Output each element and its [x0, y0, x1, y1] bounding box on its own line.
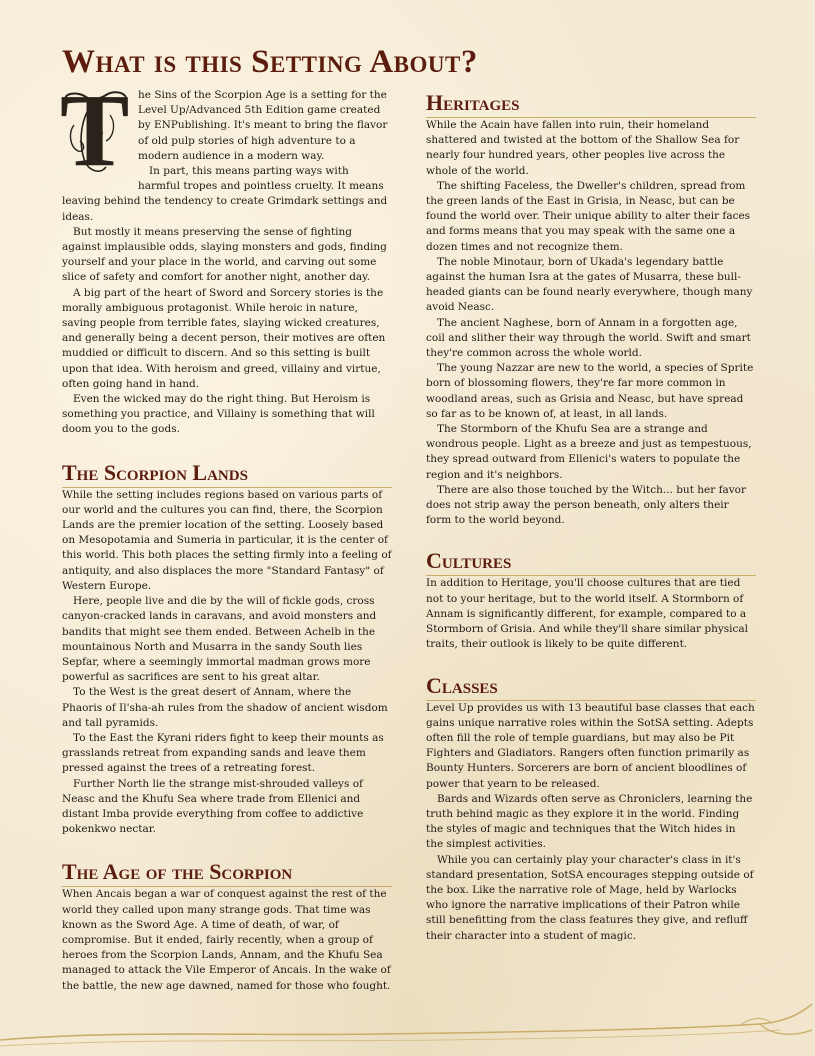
body-paragraph: The shifting Faceless, the Dweller's children, spread from the green lands of the East in Grisia, in Neasc, but can be found the world over. Their unique ability to alter their faces and forms means that you may speak with the same one a dozen times and not recognize them. [426, 179, 751, 253]
section-heading-cultures: Cultures [426, 548, 756, 576]
intro-paragraph: In part, this means parting ways with harmful tropes and pointless cruelty. It means leaving behind the tendency to create Grimdark settings and ideas. [62, 165, 388, 223]
body-paragraph: The Stormborn of the Khufu Sea are a strange and wondrous people. Light as a breeze and just as tempestuous, they spread outward from Ellenici's waters to populate the region and it's neighbors. [426, 423, 752, 481]
intro-paragraph: But mostly it means preserving the sense of fighting against implausible odds, slaying monsters and gods, finding yourself and your place in the world, and carving out some slice of safety and comfort for another night, another day. [62, 225, 387, 284]
body-paragraph: While you can certainly play your character's class in it's standard presentation, SotSA encourages stepping outside of the box. Like the narrative role of Mage, held by Warlocks who ignore the narrative implications of their Patron while still benefitting from the class features they give, and refluff their character into a student of magic. [426, 853, 754, 942]
left-column [60, 73, 392, 994]
section-heading-classes: Classes [426, 673, 756, 701]
drop-cap-letter: T [60, 73, 130, 188]
body-paragraph: While the setting includes regions based on various parts of our world and the cultures you can find, there, the Scorpion Lands are the premier location of the setting. Loosely based on Mesopotamia and Sumeria in particular, it is the center of this world. This both places the setting firmly into a feeling of antiquity, and also displaces the more "Standard Fantasy" of Western Europe. [62, 488, 392, 592]
section-heading-heritages: Heritages [426, 90, 756, 118]
body-paragraph: When Ancais began a war of conquest against the rest of the world they called upon many strange gods. That time was known as the Sword Age. A time of death, of war, of compromise. But it ended, fairly recently, when a group of heroes from the Scorpion Lands, Annam, and the Khufu Sea managed to attack the Vile Emperor of Ancais. In the wake of the battle, the new age dawned, named for those who fought. [62, 888, 391, 992]
footer-filigree-icon [0, 1000, 815, 1056]
section-heading-scorpion-lands: The Scorpion Lands [62, 460, 392, 488]
body-paragraph: Level Up provides us with 13 beautiful base classes that each gains unique narrative roles within the SotSA setting. Adepts often fill the role of temple guardians, but may also be Pit Fighters and Gladiators. Rangers often function primarily as Bounty Hunters. Sorcerers are born of ancient bloodlines of power that yearn to be released. [426, 701, 755, 790]
page-title: What is this Setting About? [62, 44, 478, 80]
body-paragraph: The noble Minotaur, born of Ukada's legendary battle against the human Isra at the gates of Musarra, these bull-headed giants can be found nearly everywhere, though many avoid Neasc. [426, 255, 753, 314]
right-column [426, 90, 756, 944]
body-paragraph: Bards and Wizards often serve as Chroniclers, learning the truth behind magic as they explore it in the world. Finding the styles of magic and techniques that the Witch hides in the simplest activities. [426, 792, 753, 851]
body-paragraph: To the East the Kyrani riders fight to keep their mounts as grasslands retreat from expanding sands and leave them pressed against the trees of a retreating forest. [62, 731, 384, 775]
drop-cap [60, 73, 134, 188]
body-paragraph: Further North lie the strange mist-shrouded valleys of Neasc and the Khufu Sea where trade from Ellenici and distant Imba provide everything from coffee to addictive pokenkwo nectar. [62, 777, 364, 836]
body-paragraph: To the West is the great desert of Annam, where the Phaoris of Il'sha-ah rules from the shadow of ancient wisdom and tall pyramids. [62, 686, 388, 729]
intro-paragraph: A big part of the heart of Sword and Sorcery stories is the morally ambiguous protagonist. While heroic in nature, saving people from terrible fates, slaying wicked creatures, and generally being a decent person, their motives are often muddied or difficult to discern. And so this setting is built upon that idea. With heroism and greed, villainy and virtue, often going hand in hand. [62, 286, 386, 390]
body-paragraph: There are also those touched by the Witch... but her favor does not strip away the person beneath, only alters their form to the world beyond. [426, 483, 747, 527]
body-paragraph: While the Acain have fallen into ruin, their homeland shattered and twisted at the bottom of the Shallow Sea for nearly four hundred years, other peoples live across the whole of the world. [426, 119, 740, 177]
body-paragraph: The young Nazzar are new to the world, a species of Sprite born of blossoming flowers, they're far more common in woodland areas, such as Grisia and Neasc, but have spread so far as to be known of, at least, in all lands. [426, 362, 754, 420]
body-paragraph: The ancient Naghese, born of Annam in a forgotten age, coil and slither their way through the world. Swift and smart they're common across the whole world. [426, 316, 751, 360]
body-paragraph: Here, people live and die by the will of fickle gods, cross canyon-cracked lands in caravans, and avoid monsters and bandits that might see them ended. Between Achelb in the mountainous North and Musarra in the sandy South lies Sepfar, where a seemingly immortal madman grows more powerful as sacrifices are sent to his great altar. [62, 595, 377, 684]
intro-paragraph: Even the wicked may do the right thing. But Heroism is something you practice, and Villainy is something that will doom you to the gods. [62, 393, 375, 436]
intro-paragraph: he Sins of the Scorpion Age is a setting for the Level Up/Advanced 5th Edition game created by ENPublishing. It's meant to bring the flavor of old pulp stories of high adventure to a modern audience in a modern way. [138, 89, 388, 162]
body-paragraph: In addition to Heritage, you'll choose cultures that are tied not to your heritage, but to the world itself. A Stormborn of Annam is significantly different, for example, compared to a Stormborn of Grisia. And while they'll share similar physical traits, their outlook is likely to be quite different. [426, 577, 749, 651]
section-heading-age-of-scorpion: The Age of the Scorpion [62, 859, 392, 887]
